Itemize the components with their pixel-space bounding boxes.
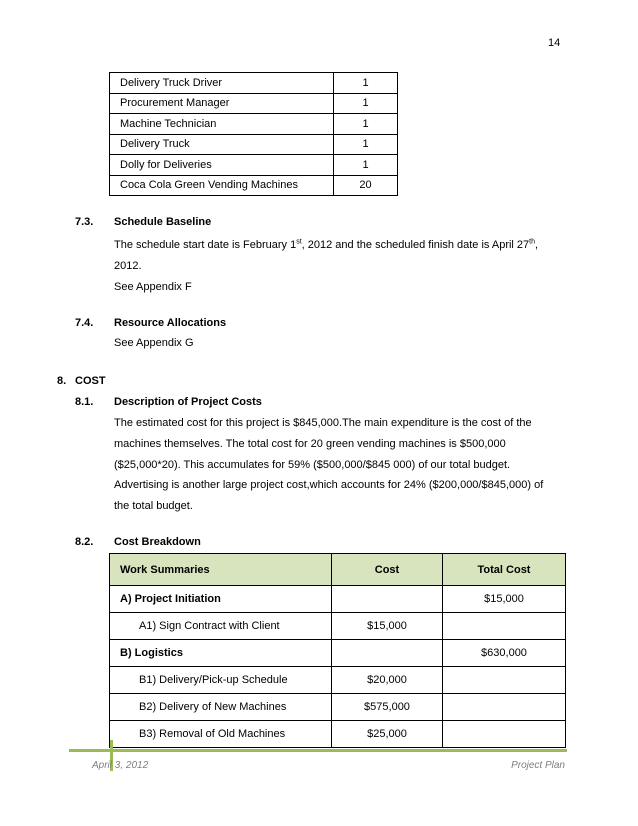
section-title: Schedule Baseline xyxy=(114,216,212,228)
table-row xyxy=(110,175,398,196)
section-title: Cost Breakdown xyxy=(114,536,201,548)
resource-qty: 1 xyxy=(334,93,398,114)
section-number: 7.4. xyxy=(75,317,94,329)
work-item: B2) Delivery of New Machines xyxy=(110,694,332,721)
table-row xyxy=(110,155,398,176)
cost-cell: $25,000 xyxy=(332,721,443,748)
table-row xyxy=(110,73,398,94)
paragraph-line: The estimated cost for this project is $845,000.The main expenditure is the cost of the xyxy=(114,417,532,429)
paragraph-line: ($25,000*20). This accumulates for 59% ($500,000/$845 000) of our total budget. xyxy=(114,459,511,471)
resource-table xyxy=(109,72,398,196)
total-cell xyxy=(443,721,566,748)
work-item: B1) Delivery/Pick-up Schedule xyxy=(110,667,332,694)
footer-date: April 3, 2012 xyxy=(92,760,149,771)
table-header-row xyxy=(110,554,566,586)
header-cost: Cost xyxy=(332,554,443,586)
table-row xyxy=(110,586,566,613)
cost-cell: $20,000 xyxy=(332,667,443,694)
total-cell xyxy=(443,667,566,694)
resource-qty: 1 xyxy=(334,134,398,155)
table-row xyxy=(110,721,566,748)
total-cell: $630,000 xyxy=(443,640,566,667)
paragraph-line: Advertising is another large project cost,which accounts for 24% ($200,000/$845,000) of xyxy=(114,479,544,491)
work-item: B) Logistics xyxy=(110,640,332,667)
work-item: A1) Sign Contract with Client xyxy=(110,613,332,640)
section-number: 8. xyxy=(57,375,67,387)
total-cell xyxy=(443,613,566,640)
table-row xyxy=(110,640,566,667)
resource-qty: 20 xyxy=(334,175,398,196)
work-item: A) Project Initiation xyxy=(110,586,332,613)
paragraph-line: machines themselves. The total cost for 20 green vending machines is $500,000 xyxy=(114,438,506,450)
section-title: COST xyxy=(75,375,106,387)
table-row xyxy=(110,613,566,640)
resource-name: Procurement Manager xyxy=(110,93,334,114)
table-row xyxy=(110,114,398,135)
cost-cell xyxy=(332,640,443,667)
section-title: Resource Allocations xyxy=(114,317,227,329)
resource-qty: 1 xyxy=(334,155,398,176)
page-number: 14 xyxy=(548,37,561,49)
cost-breakdown-table xyxy=(109,553,566,748)
resource-qty: 1 xyxy=(334,73,398,94)
resource-name: Delivery Truck Driver xyxy=(110,73,334,94)
section-title: Description of Project Costs xyxy=(114,396,262,408)
resource-name: Machine Technician xyxy=(110,114,334,135)
total-cell: $15,000 xyxy=(443,586,566,613)
resource-name: Dolly for Deliveries xyxy=(110,155,334,176)
cost-cell xyxy=(332,586,443,613)
table-row xyxy=(110,93,398,114)
resource-qty: 1 xyxy=(334,114,398,135)
schedule-text: The schedule start date is February 1st, 2012 and the scheduled finish date is April 27th, xyxy=(114,238,539,251)
table-row xyxy=(110,694,566,721)
table-row xyxy=(110,667,566,694)
paragraph-line: the total budget. xyxy=(114,500,193,512)
table-row xyxy=(110,134,398,155)
section-number: 8.2. xyxy=(75,536,94,548)
header-work-summaries: Work Summaries xyxy=(110,554,332,586)
section-number: 8.1. xyxy=(75,396,94,408)
resource-name: Delivery Truck xyxy=(110,134,334,155)
total-cell xyxy=(443,694,566,721)
footer-title: Project Plan xyxy=(511,760,565,771)
section-number: 7.3. xyxy=(75,216,94,228)
cost-cell: $15,000 xyxy=(332,613,443,640)
paragraph-line: 2012. xyxy=(114,260,142,272)
work-item: B3) Removal of Old Machines xyxy=(110,721,332,748)
footer-rule xyxy=(69,749,567,752)
paragraph-line: See Appendix G xyxy=(114,337,194,349)
header-total-cost: Total Cost xyxy=(443,554,566,586)
cost-cell: $575,000 xyxy=(332,694,443,721)
resource-name: Coca Cola Green Vending Machines xyxy=(110,175,334,196)
paragraph-line: See Appendix F xyxy=(114,281,192,293)
